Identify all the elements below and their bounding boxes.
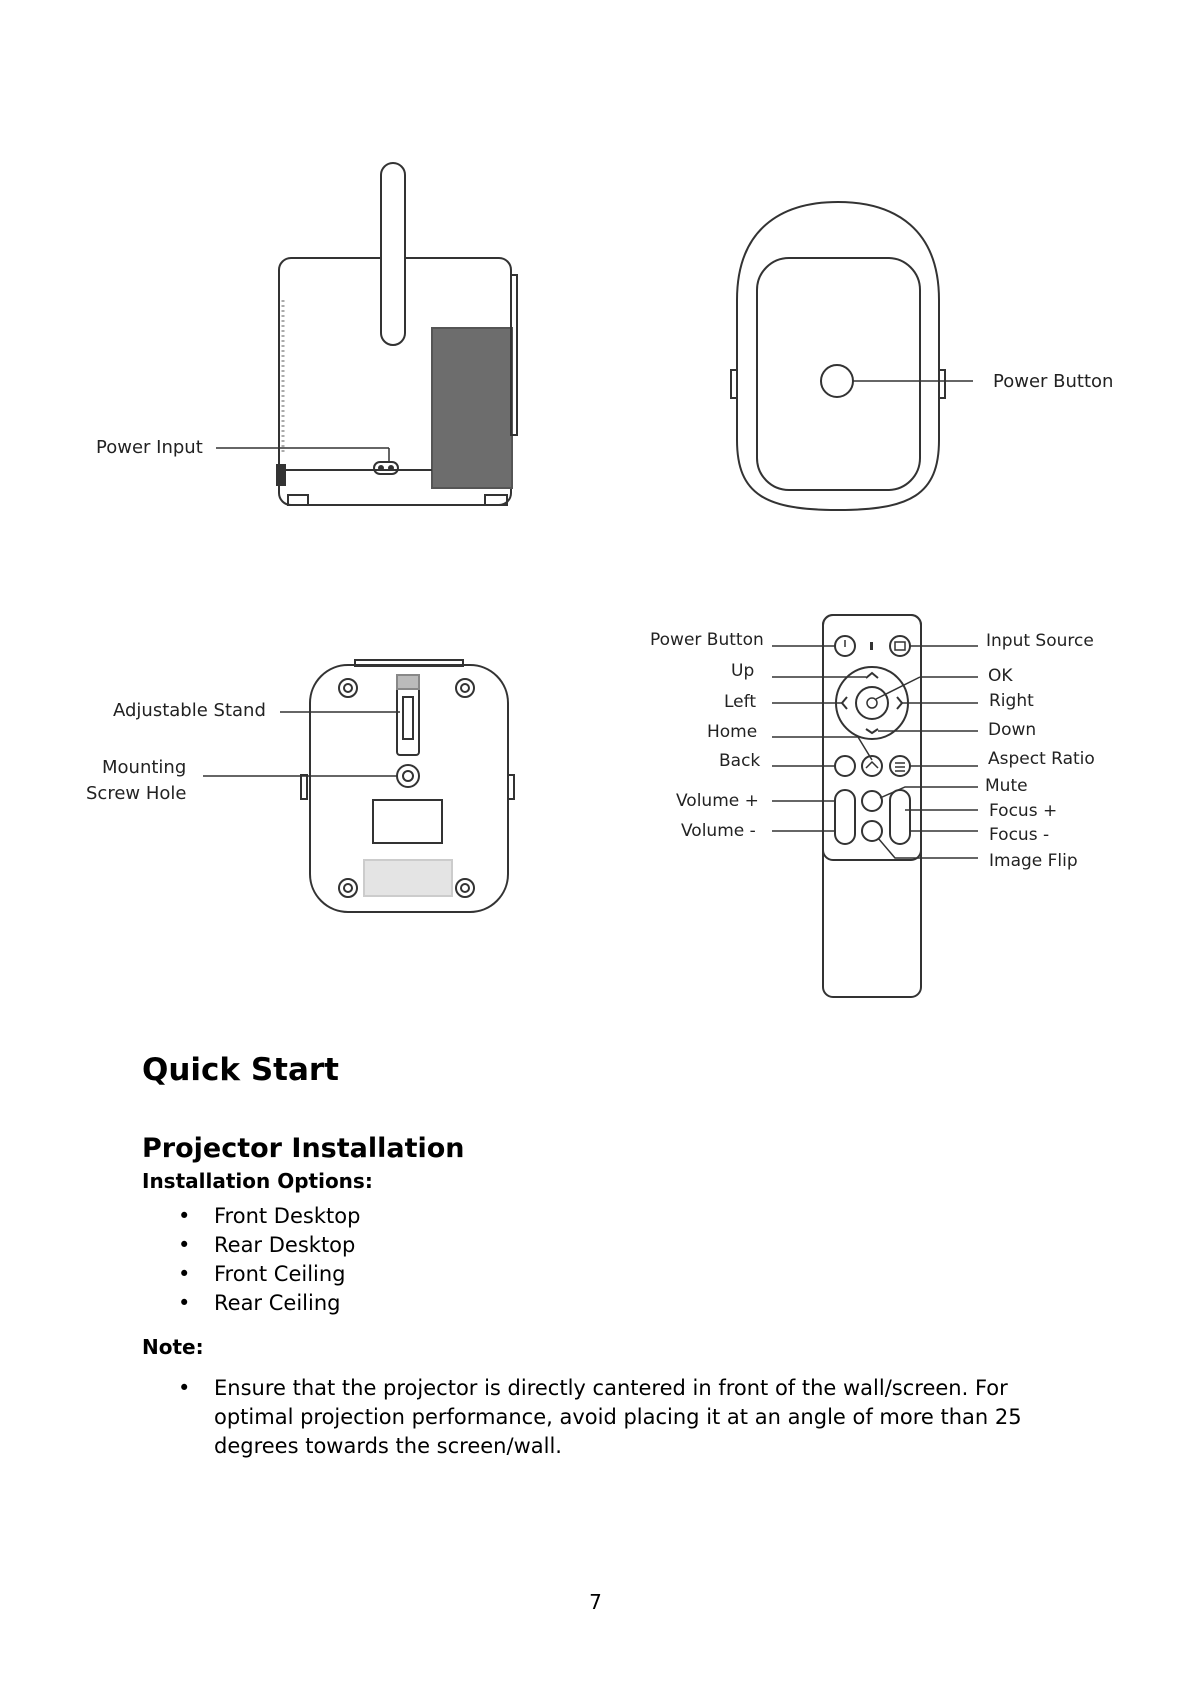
projector-side-view: [277, 163, 517, 505]
power-button-circle: [821, 365, 853, 397]
power-input-port: [374, 462, 398, 474]
list-item: • Rear Ceiling: [214, 1289, 1092, 1318]
projector-back-view: [731, 202, 945, 510]
quick-start-title: Quick Start: [142, 1052, 340, 1088]
remote-label-ok: OK: [988, 666, 1013, 686]
adjustable-stand-label: Adjustable Stand: [113, 700, 266, 721]
remote-label-mute: Mute: [985, 776, 1028, 796]
power-input-label: Power Input: [96, 437, 203, 458]
projector-installation-title: Projector Installation: [142, 1133, 465, 1164]
remote-label-input-source: Input Source: [986, 631, 1094, 651]
list-item: • Front Ceiling: [214, 1260, 1092, 1289]
remote-label-down: Down: [988, 720, 1037, 740]
installation-options-list: [142, 1202, 1092, 1318]
remote-label-volume-down: Volume -: [681, 821, 756, 841]
list-item: • Rear Desktop: [214, 1231, 1092, 1260]
remote-leader-lines: [772, 646, 978, 858]
remote-label-back: Back: [719, 751, 761, 771]
page-number: 7: [589, 1590, 602, 1614]
remote-label-power-button: Power Button: [650, 630, 764, 650]
remote-control: [823, 615, 921, 997]
remote-label-up: Up: [731, 661, 755, 681]
power-button-label: Power Button: [993, 371, 1114, 392]
mounting-label-line1: Mounting: [102, 757, 187, 778]
remote-label-aspect-ratio: Aspect Ratio: [988, 749, 1095, 769]
mounting-label-line2: Screw Hole: [86, 783, 187, 804]
installation-options-heading: Installation Options:: [142, 1169, 373, 1193]
remote-label-focus-minus: Focus -: [989, 825, 1050, 845]
quick-start-section: [142, 1050, 1092, 1461]
remote-label-left: Left: [724, 692, 756, 712]
list-item: • Front Desktop: [214, 1202, 1092, 1231]
note-item: • Ensure that the projector is directly cantered in front of the wall/screen. For optimal projection performance, avoid placing it at an angle of more than 25 degrees towards the screen/wall.: [214, 1374, 1092, 1461]
note-heading: Note:: [142, 1335, 204, 1359]
notes-list: [142, 1374, 1092, 1461]
remote-label-volume-up: Volume +: [676, 791, 759, 811]
mounting-screw-hole: [397, 765, 419, 787]
remote-label-right: Right: [989, 691, 1034, 711]
remote-label-home: Home: [707, 722, 758, 742]
remote-label-image-flip: Image Flip: [989, 851, 1078, 871]
remote-label-focus-plus: Focus +: [989, 801, 1058, 821]
